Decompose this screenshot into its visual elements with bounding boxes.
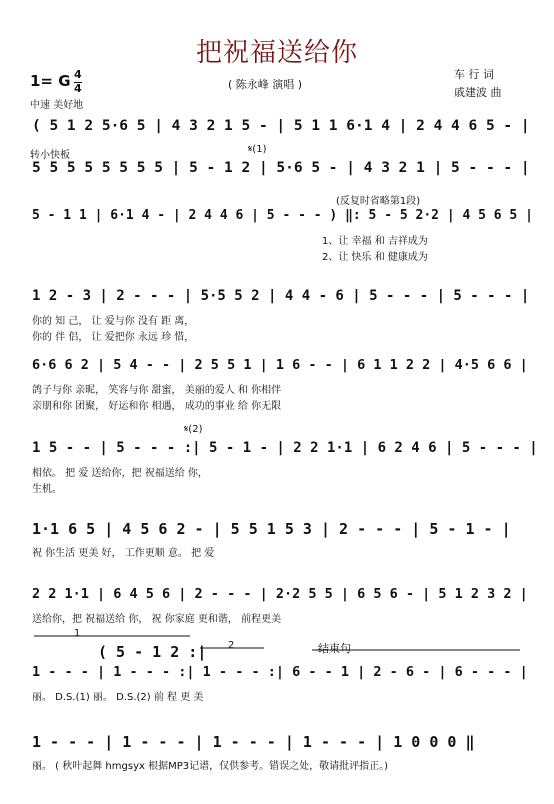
tempo-change: 转小快板: [30, 150, 70, 161]
composer-credit: 戚建波 曲: [454, 86, 502, 99]
lyric-line: 亲朋和你 团聚， 好运和你 相遇， 成功的事业 给 你无限: [32, 401, 282, 412]
notation-line: 5 - 1 1 | 6·1 4 - | 2 4 4 6 | 5 - - - ) ‖: 5 - 5 2·2 | 4 5 6 5 |: [32, 208, 533, 223]
lyric-line: 祝 你生活 更美 好， 工作更顺 意。 把 爱: [32, 548, 215, 559]
notation-line: 1·1 6 5 | 4 5 6 2 - | 5 5 1 5 3 | 2 - - - | 5 - 1 - |: [32, 520, 511, 538]
lyricist-credit: 车 行 词: [454, 68, 494, 81]
lyric-line: 鸽子与你 亲昵， 笑容与你 甜蜜， 美丽的爱人 和 你相伴: [32, 385, 282, 396]
volta-2-label: 2: [228, 640, 235, 651]
lyric-line: 丽。 D.S.(1) 丽。 D.S.(2) 前 程 更 美: [32, 692, 204, 703]
notation-line: 6·6 6 2 | 5 4 - - | 2 5 5 1 | 1 6 - - | 6 1 1 2 2 | 4·5 6 6 |: [32, 357, 528, 373]
lyric-line: 丽。 ( 秋叶起舞 hmgsyx 根据MP3记谱，仅供参考。错误之处，敬请批评指正。): [32, 761, 389, 772]
key-signature: 1= G: [30, 72, 71, 90]
repeat-note: (反复时省略第1段): [336, 196, 421, 207]
volta-1-label: 1: [74, 628, 81, 639]
lyric-line: 送给你，把 祝福送给 你， 祝 你家庭 更和谐， 前程更美: [32, 614, 282, 625]
time-signature-bottom: 4: [74, 82, 82, 95]
notation-line: ( 5 1 2 5·6 5 | 4 3 2 1 5 - | 5 1 1 6·1 4 | 2 4 4 6 5 - |: [32, 118, 530, 134]
lyric-line: 2、让 快乐 和 健康成为: [322, 252, 428, 263]
time-signature-top: 4: [74, 68, 82, 81]
notation-line: 1 5 - - | 5 - - - :| 5 - 1 - | 2 2 1·1 | 6 2 4 6 | 5 - - - |: [32, 440, 538, 456]
singer-credit: ( 陈永峰 演唱 ): [228, 78, 303, 91]
lyric-line: 你的 伴 侣， 让 爱把你 永远 珍 惜，: [32, 332, 195, 343]
lyric-line: 生机。: [32, 484, 62, 495]
notation-line: 1 - - - | 1 - - - :| 1 - - - :| 6 - - 1 | 2 - 6 - | 6 - - - |: [32, 664, 528, 680]
coda-label: 结束句: [318, 642, 351, 655]
tempo-intro: 中速 美好地: [30, 100, 84, 111]
segno-marker-2: 𝄋(2): [184, 424, 203, 435]
notation-line: 1 - - - | 1 - - - | 1 - - - | 1 - - - | 1 0 0 0 ‖: [32, 733, 475, 751]
lyric-line: 你的 知 己， 让 爱与你 没有 距 离，: [32, 316, 195, 327]
song-title: 把祝福送给你: [195, 38, 358, 68]
notation-line: 5 5 5 5 5 5 5 5 | 5 - 1 2 | 5·6 5 - | 4 3 2 1 | 5 - - - |: [32, 160, 530, 176]
segno-marker-1: 𝄋(1): [248, 144, 267, 155]
interlude-notes: ( 5 - 1 2 :|: [98, 643, 207, 661]
notation-line: 1 2 - 3 | 2 - - - | 5·5 5 2 | 4 4 - 6 | 5 - - - | 5 - - - |: [32, 288, 530, 304]
lyric-line: 1、让 幸福 和 吉祥成为: [322, 236, 428, 247]
lyric-line: 相依。 把 爱 送给你，把 祝福送给 你，: [32, 468, 208, 479]
notation-line: 2 2 1·1 | 6 4 5 6 | 2 - - - | 2·2 5 5 | 6 5 6 - | 5 1 2 3 2 |: [32, 586, 528, 602]
